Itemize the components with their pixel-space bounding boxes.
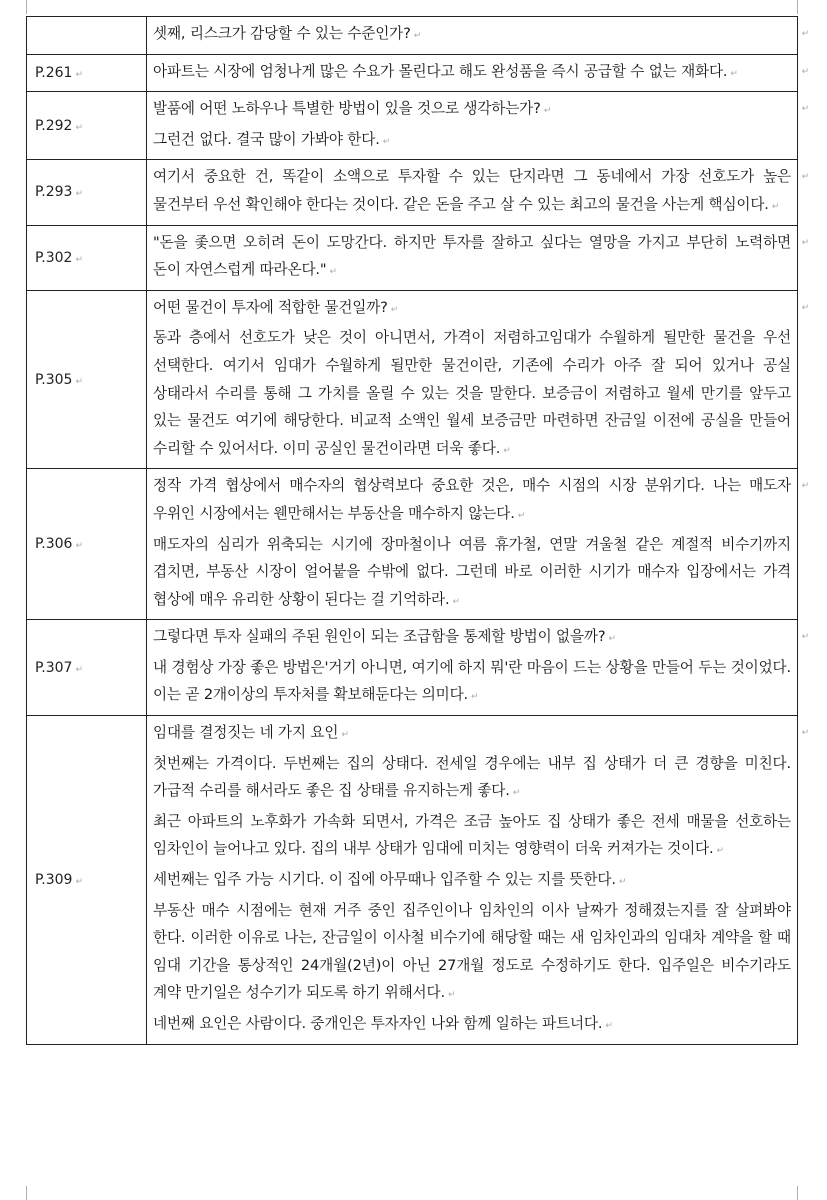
- page-number: P.302: [35, 249, 73, 266]
- quote-text: 동과 층에서 선호도가 낮은 것이 아니면서, 가격이 저렴하고임대가 수월하게 될만한 물건을 우선 선택한다. 여기서 임대가 수월하게 될만한 물건이란, 기존에 수리가 아주 잘 되어 있거나 공실 상태라서 수리를 통해 그 가치를 올릴 수 있는 것을 말한다. 보증금이 저렴하고 월세 만기를 앞두고 있는 물건도 여기에 해당한다. 비교적 소액인 월세 보증금만 마련하면 잔금일 이전에 공실을 만들어 수리할 수 있어서다. 이미 공실인 물건이라면 더욱 좋다.: [153, 329, 791, 457]
- page-number: P.309: [35, 871, 73, 888]
- cell-end-mark-icon: ↵: [801, 172, 809, 183]
- quote-text: 그렇다면 투자 실패의 주된 원인이 되는 조급함을 통제할 방법이 없을까?: [153, 628, 606, 646]
- quote-paragraph: [153, 531, 791, 617]
- quote-paragraph: [153, 1010, 791, 1041]
- quote-text: 내 경험상 가장 좋은 방법은'거기 아니면, 여기에 하지 뭐'란 마음이 드는 상황을 만들어 두는 것이었다. 이는 곧 2개이상의 투자처를 확보해둔다는 의미다.: [153, 658, 791, 704]
- page-number-cell: [27, 716, 147, 1045]
- quote-paragraph: [153, 654, 791, 712]
- quote-text: 정작 가격 협상에서 매수자의 협상력보다 중요한 것은, 매수 시점의 시장 분위기다. 나는 매도자 우위인 시장에서는 웬만해서는 부동산을 매수하지 않는다.: [153, 477, 791, 522]
- paragraph-mark-icon: ↵: [618, 877, 627, 888]
- table-row: [27, 716, 798, 1045]
- paragraph-mark-icon: ↵: [471, 692, 479, 703]
- cell-end-mark-icon: ↵: [801, 104, 809, 115]
- quote-cell: [147, 92, 809, 160]
- quote-paragraph: [153, 294, 791, 325]
- page-number-cell: [27, 620, 147, 716]
- paragraph-mark-icon: ↵: [452, 596, 460, 607]
- quote-text: 최근 아파트의 노후화가 가속화 되면서, 가격은 조금 높아도 집 상태가 좋은 전세 매물을 선호하는 임차인이 늘어나고 있다. 집의 내부 상태가 임대에 미치는 영향력이 더욱 커져가는 것이다.: [153, 812, 791, 858]
- quote-text: 세번째는 입주 가능 시기다. 이 집에 아무때나 입주할 수 있는 지를 뜻한다.: [153, 871, 616, 889]
- quote-paragraph: [153, 163, 791, 221]
- paragraph-mark-icon: ↵: [341, 730, 349, 741]
- table-row: [27, 54, 798, 92]
- quote-text: 네번째 요인은 사람이다. 중개인은 투자자인 나와 함께 일하는 파트너다.: [153, 1015, 603, 1032]
- quote-paragraph: [153, 324, 791, 465]
- quote-paragraph: [153, 95, 791, 126]
- quote-paragraph: [153, 808, 791, 866]
- quote-cell: [147, 54, 809, 92]
- paragraph-mark-icon: ↵: [75, 664, 83, 675]
- paragraph-mark-icon: ↵: [608, 634, 616, 645]
- table-row: [27, 225, 798, 290]
- table-row: [27, 160, 798, 225]
- quote-text: 아파트는 시장에 엄청나게 많은 수요가 몰린다고 해도 완성품을 즉시 공급할 수 없는 재화다.: [153, 62, 728, 80]
- quote-paragraph: [153, 719, 791, 750]
- paragraph-mark-icon: ↵: [605, 1021, 613, 1031]
- paragraph-mark-icon: ↵: [512, 788, 521, 799]
- quote-cell: [147, 469, 809, 620]
- quote-paragraph: [153, 229, 791, 287]
- paragraph-mark-icon: ↵: [75, 541, 83, 552]
- crop-mark-bottom-left: [26, 1186, 27, 1200]
- cell-end-mark-icon: ↵: [801, 29, 809, 39]
- quote-cell: [147, 290, 809, 469]
- page-number-cell: [27, 54, 147, 92]
- quote-text: 첫번째는 가격이다. 두번째는 집의 상태다. 전세일 경우에는 내부 집 상태가 더 큰 경향을 미친다. 가급적 수리를 해서라도 좋은 집 상태를 유지하는게 좋다.: [153, 754, 791, 800]
- paragraph-mark-icon: ↵: [329, 267, 337, 278]
- quote-paragraph: [153, 750, 791, 808]
- quote-paragraph: [153, 866, 791, 897]
- cell-end-mark-icon: ↵: [801, 632, 809, 643]
- crop-mark-bottom-right: [797, 1186, 798, 1200]
- cell-end-mark-icon: ↵: [801, 728, 809, 739]
- paragraph-mark-icon: ↵: [716, 846, 724, 857]
- quote-text: 발품에 어떤 노하우나 특별한 방법이 있을 것으로 생각하는가?: [153, 100, 541, 118]
- table-row: [27, 17, 798, 55]
- notes-table-body: [27, 17, 809, 1045]
- paragraph-mark-icon: ↵: [517, 510, 526, 521]
- page-number: P.292: [35, 117, 73, 134]
- cell-end-mark-icon: ↵: [801, 237, 809, 248]
- quote-paragraph: [153, 126, 791, 157]
- page-number-cell: [27, 92, 147, 160]
- crop-mark-top-right: [797, 0, 798, 14]
- cell-end-mark-icon: ↵: [801, 66, 809, 77]
- page-number-cell: [27, 160, 147, 225]
- cell-end-mark-icon: ↵: [801, 481, 809, 492]
- quote-text: 어떤 물건이 투자에 적합한 물건일까?: [153, 298, 388, 316]
- page-number-cell: [27, 17, 147, 55]
- page-number-cell: [27, 225, 147, 290]
- paragraph-mark-icon: ↵: [543, 106, 552, 117]
- paragraph-mark-icon: ↵: [447, 990, 456, 1001]
- paragraph-mark-icon: ↵: [75, 122, 83, 133]
- quote-cell: [147, 160, 809, 225]
- paragraph-mark-icon: ↵: [413, 31, 422, 41]
- page-number-cell: [27, 290, 147, 469]
- cell-end-mark-icon: ↵: [801, 302, 809, 313]
- quote-text: "돈을 좇으면 오히려 돈이 도망간다. 하지만 투자를 잘하고 싶다는 열망을 가지고 부단히 노력하면 돈이 자연스럽게 따라온다.": [153, 233, 791, 279]
- quote-text: 부동산 매수 시점에는 현재 거주 중인 집주인이나 임차인의 이사 날짜가 정해졌는지를 잘 살펴봐야 한다. 이러한 이유로 나는, 잔금일이 이사철 비수기에 해당할 때는 새 임차인과의 임대차 계약을 할 때 임대 기간을 통상적인 24개월(2년)이 아닌 27개월 정도로 수정하기도 한다. 입주일은 비수기라도 계약 만기일은 성수기가 되도록 하기 위해서다.: [153, 901, 791, 1002]
- paragraph-mark-icon: ↵: [382, 136, 391, 147]
- quote-cell: [147, 620, 809, 716]
- quote-paragraph: [153, 623, 791, 654]
- paragraph-mark-icon: ↵: [75, 189, 83, 200]
- page-number: P.307: [35, 659, 73, 676]
- quote-paragraph: [153, 58, 791, 89]
- table-row: [27, 92, 798, 160]
- quote-text: 임대를 결정짓는 네 가지 요인: [153, 724, 339, 742]
- page-number: P.293: [35, 184, 73, 201]
- paragraph-mark-icon: ↵: [75, 69, 83, 80]
- page-number: P.261: [35, 64, 73, 81]
- paragraph-mark-icon: ↵: [390, 304, 399, 315]
- quote-text: 매도자의 심리가 위축되는 시기에 장마철이나 여름 휴가철, 연말 겨울철 같은 계절적 비수기까지 겹치면, 부동산 시장이 얼어붙을 수밖에 없다. 그런데 바로 이러한 시기가 매수자 입장에서는 가격 협상에 매우 유리한 상황이 된다는 걸 기억하라.: [153, 535, 791, 608]
- quote-cell: [147, 225, 809, 290]
- quote-text: 여기서 중요한 건, 똑같이 소액으로 투자할 수 있는 단지라면 그 동네에서 가장 선호도가 높은 물건부터 우선 확인해야 한다는 것이다. 같은 돈을 주고 살 수 있는 최고의 물건을 사는게 핵심이다.: [153, 168, 791, 213]
- quote-text: 셋째, 리스크가 감당할 수 있는 수준인가?: [153, 25, 411, 42]
- table-row: [27, 620, 798, 716]
- quote-paragraph: [153, 897, 791, 1010]
- table-row: [27, 469, 798, 620]
- page-number: P.305: [35, 371, 73, 388]
- page-number: P.306: [35, 536, 73, 553]
- paragraph-mark-icon: ↵: [75, 254, 83, 265]
- crop-mark-top-left: [26, 0, 27, 14]
- quote-paragraph: [153, 20, 791, 51]
- quote-cell: [147, 716, 809, 1045]
- table-row: [27, 290, 798, 469]
- paragraph-mark-icon: ↵: [771, 201, 780, 212]
- quote-paragraph: [153, 472, 791, 530]
- page-number-cell: [27, 469, 147, 620]
- paragraph-mark-icon: ↵: [75, 876, 83, 887]
- notes-table: [26, 16, 809, 1045]
- paragraph-mark-icon: ↵: [730, 68, 738, 79]
- quote-cell: [147, 17, 809, 55]
- paragraph-mark-icon: ↵: [75, 376, 83, 387]
- quote-text: 그런건 없다. 결국 많이 가봐야 한다.: [153, 130, 380, 148]
- paragraph-mark-icon: ↵: [503, 445, 511, 456]
